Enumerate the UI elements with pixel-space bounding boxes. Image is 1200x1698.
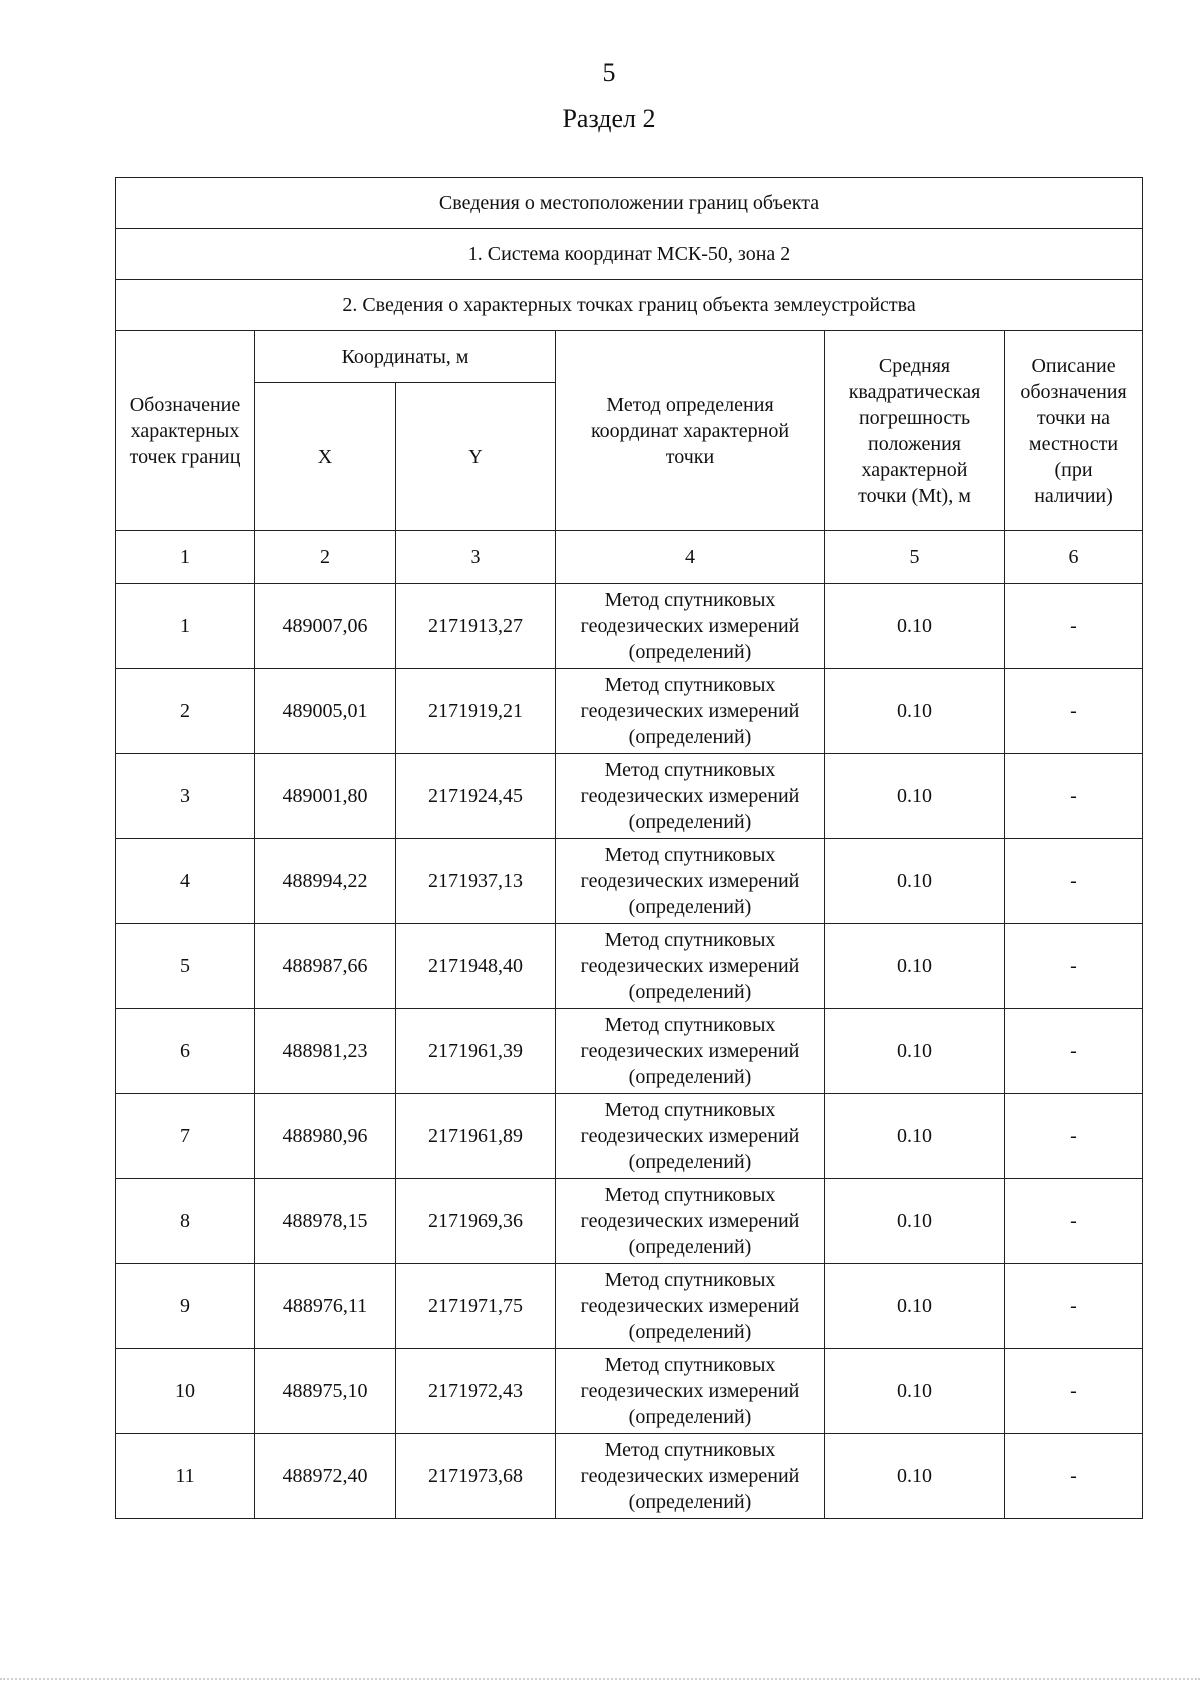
- accuracy-value: 0.10: [825, 924, 1005, 1009]
- column-number: 4: [556, 531, 825, 584]
- method-line: геодезических измерений: [580, 1380, 800, 1402]
- table-row: [116, 1264, 1143, 1349]
- coordinate-system: 1. Система координат МСК-50, зона 2: [116, 229, 1143, 280]
- method-line: Метод спутниковых: [604, 589, 776, 611]
- table-title: Сведения о местоположении границ объекта: [116, 178, 1143, 229]
- column-numbers-row: [116, 531, 1143, 584]
- header-method: [556, 331, 825, 531]
- table-row: [116, 669, 1143, 754]
- table-row: [116, 1349, 1143, 1434]
- header-coordinates: Координаты, м: [255, 331, 556, 383]
- point-description: -: [1005, 1434, 1143, 1519]
- method-line: (определений): [628, 811, 752, 833]
- header-description-line: точки на: [1037, 406, 1111, 429]
- coordinate-x: 488975,10: [255, 1349, 396, 1434]
- header-description: [1005, 331, 1143, 531]
- header-designation: [116, 331, 255, 531]
- point-description: -: [1005, 1179, 1143, 1264]
- header-y: Y: [396, 383, 556, 531]
- header-accuracy-line: квадратическая: [848, 380, 981, 403]
- column-number: 3: [396, 531, 556, 584]
- header-x: X: [255, 383, 396, 531]
- coordinate-y: 2171971,75: [396, 1264, 556, 1349]
- point-description: -: [1005, 1094, 1143, 1179]
- coordinate-x: 488981,23: [255, 1009, 396, 1094]
- accuracy-value: 0.10: [825, 1094, 1005, 1179]
- coordinate-y: 2171961,89: [396, 1094, 556, 1179]
- header-designation-line: точек границ: [129, 445, 241, 468]
- point-description: -: [1005, 1349, 1143, 1434]
- accuracy-value: 0.10: [825, 839, 1005, 924]
- method-cell: [556, 1349, 825, 1434]
- method-line: (определений): [628, 1066, 752, 1088]
- column-number: 6: [1005, 531, 1143, 584]
- accuracy-value: 0.10: [825, 584, 1005, 669]
- method-line: геодезических измерений: [580, 870, 800, 892]
- header-accuracy-line: погрешность: [858, 406, 971, 429]
- point-number: 5: [116, 924, 255, 1009]
- point-number: 10: [116, 1349, 255, 1434]
- column-number: 5: [825, 531, 1005, 584]
- method-line: геодезических измерений: [580, 615, 800, 637]
- header-method-line: точки: [665, 445, 715, 468]
- coordinate-x: 488980,96: [255, 1094, 396, 1179]
- header-method-line: координат характерной: [590, 419, 790, 442]
- method-cell: [556, 1434, 825, 1519]
- point-description: -: [1005, 754, 1143, 839]
- method-line: Метод спутниковых: [604, 1014, 776, 1036]
- header-description-line: (при: [1054, 458, 1093, 481]
- coordinate-y: 2171969,36: [396, 1179, 556, 1264]
- page-number: 5: [602, 58, 616, 87]
- method-cell: [556, 924, 825, 1009]
- table-row: [116, 1009, 1143, 1094]
- points-heading: 2. Сведения о характерных точках границ объекта землеустройства: [116, 280, 1143, 331]
- method-line: Метод спутниковых: [604, 674, 776, 696]
- method-line: (определений): [628, 641, 752, 663]
- coordinate-x: 489001,80: [255, 754, 396, 839]
- point-description: -: [1005, 839, 1143, 924]
- method-line: геодезических измерений: [580, 1210, 800, 1232]
- method-line: Метод спутниковых: [604, 1354, 776, 1376]
- method-cell: [556, 1009, 825, 1094]
- table-row: [116, 584, 1143, 669]
- coordinate-x: 489007,06: [255, 584, 396, 669]
- point-description: -: [1005, 584, 1143, 669]
- header-description-line: Описание: [1031, 354, 1116, 377]
- table-row: [116, 924, 1143, 1009]
- scan-artifact-line: [0, 1678, 1200, 1682]
- method-line: (определений): [628, 1491, 752, 1513]
- point-number: 6: [116, 1009, 255, 1094]
- method-cell: [556, 1094, 825, 1179]
- header-accuracy-line: положения: [868, 432, 961, 455]
- header-designation-line: характерных: [130, 419, 240, 442]
- method-line: (определений): [628, 1236, 752, 1258]
- method-line: геодезических измерений: [580, 955, 800, 977]
- coordinate-x: 488978,15: [255, 1179, 396, 1264]
- table-row: [116, 1094, 1143, 1179]
- header-designation-line: Обозначение: [129, 393, 241, 416]
- method-cell: [556, 584, 825, 669]
- method-line: (определений): [628, 1321, 752, 1343]
- method-line: Метод спутниковых: [604, 1269, 776, 1291]
- method-line: Метод спутниковых: [604, 1439, 776, 1461]
- method-line: Метод спутниковых: [604, 844, 776, 866]
- point-number: 11: [116, 1434, 255, 1519]
- point-number: 1: [116, 584, 255, 669]
- point-description: -: [1005, 1009, 1143, 1094]
- accuracy-value: 0.10: [825, 1264, 1005, 1349]
- method-line: геодезических измерений: [580, 785, 800, 807]
- point-number: 8: [116, 1179, 255, 1264]
- table-row: [116, 1434, 1143, 1519]
- accuracy-value: 0.10: [825, 1434, 1005, 1519]
- method-line: Метод спутниковых: [604, 929, 776, 951]
- header-accuracy: [825, 331, 1005, 531]
- header-description-line: наличии): [1034, 484, 1113, 507]
- coordinate-x: 488987,66: [255, 924, 396, 1009]
- point-description: -: [1005, 669, 1143, 754]
- method-line: геодезических измерений: [580, 1295, 800, 1317]
- coordinate-x: 489005,01: [255, 669, 396, 754]
- column-number: 1: [116, 531, 255, 584]
- point-number: 2: [116, 669, 255, 754]
- method-line: геодезических измерений: [580, 1125, 800, 1147]
- method-line: (определений): [628, 1151, 752, 1173]
- method-cell: [556, 839, 825, 924]
- header-accuracy-line: точки (Mt), м: [858, 484, 971, 507]
- method-line: геодезических измерений: [580, 1465, 800, 1487]
- table-row: [116, 839, 1143, 924]
- coordinate-y: 2171924,45: [396, 754, 556, 839]
- method-line: геодезических измерений: [580, 700, 800, 722]
- point-number: 3: [116, 754, 255, 839]
- method-cell: [556, 754, 825, 839]
- method-cell: [556, 1179, 825, 1264]
- method-line: (определений): [628, 726, 752, 748]
- coordinate-x: 488994,22: [255, 839, 396, 924]
- coordinate-y: 2171937,13: [396, 839, 556, 924]
- coordinate-y: 2171972,43: [396, 1349, 556, 1434]
- coordinate-y: 2171913,27: [396, 584, 556, 669]
- section-title: Раздел 2: [562, 104, 656, 133]
- coordinate-y: 2171961,39: [396, 1009, 556, 1094]
- coordinate-y: 2171919,21: [396, 669, 556, 754]
- header-description-line: местности: [1028, 432, 1119, 455]
- method-line: (определений): [628, 1406, 752, 1428]
- column-number: 2: [255, 531, 396, 584]
- method-line: (определений): [628, 981, 752, 1003]
- method-cell: [556, 1264, 825, 1349]
- header-method-line: Метод определения: [606, 393, 774, 416]
- boundary-points-table: [115, 177, 1143, 1519]
- coordinate-y: 2171973,68: [396, 1434, 556, 1519]
- method-line: Метод спутниковых: [604, 759, 776, 781]
- accuracy-value: 0.10: [825, 1179, 1005, 1264]
- method-line: Метод спутниковых: [604, 1099, 776, 1121]
- table-row: [116, 1179, 1143, 1264]
- method-cell: [556, 669, 825, 754]
- coordinate-x: 488972,40: [255, 1434, 396, 1519]
- header-accuracy-line: характерной: [861, 458, 968, 481]
- accuracy-value: 0.10: [825, 669, 1005, 754]
- method-line: (определений): [628, 896, 752, 918]
- method-line: Метод спутниковых: [604, 1184, 776, 1206]
- table-row: [116, 754, 1143, 839]
- accuracy-value: 0.10: [825, 1349, 1005, 1434]
- header-accuracy-line: Средняя: [878, 354, 951, 377]
- accuracy-value: 0.10: [825, 754, 1005, 839]
- method-line: геодезических измерений: [580, 1040, 800, 1062]
- header-description-line: обозначения: [1020, 380, 1127, 403]
- accuracy-value: 0.10: [825, 1009, 1005, 1094]
- point-description: -: [1005, 924, 1143, 1009]
- point-number: 4: [116, 839, 255, 924]
- point-number: 9: [116, 1264, 255, 1349]
- point-description: -: [1005, 1264, 1143, 1349]
- point-number: 7: [116, 1094, 255, 1179]
- coordinate-y: 2171948,40: [396, 924, 556, 1009]
- coordinate-x: 488976,11: [255, 1264, 396, 1349]
